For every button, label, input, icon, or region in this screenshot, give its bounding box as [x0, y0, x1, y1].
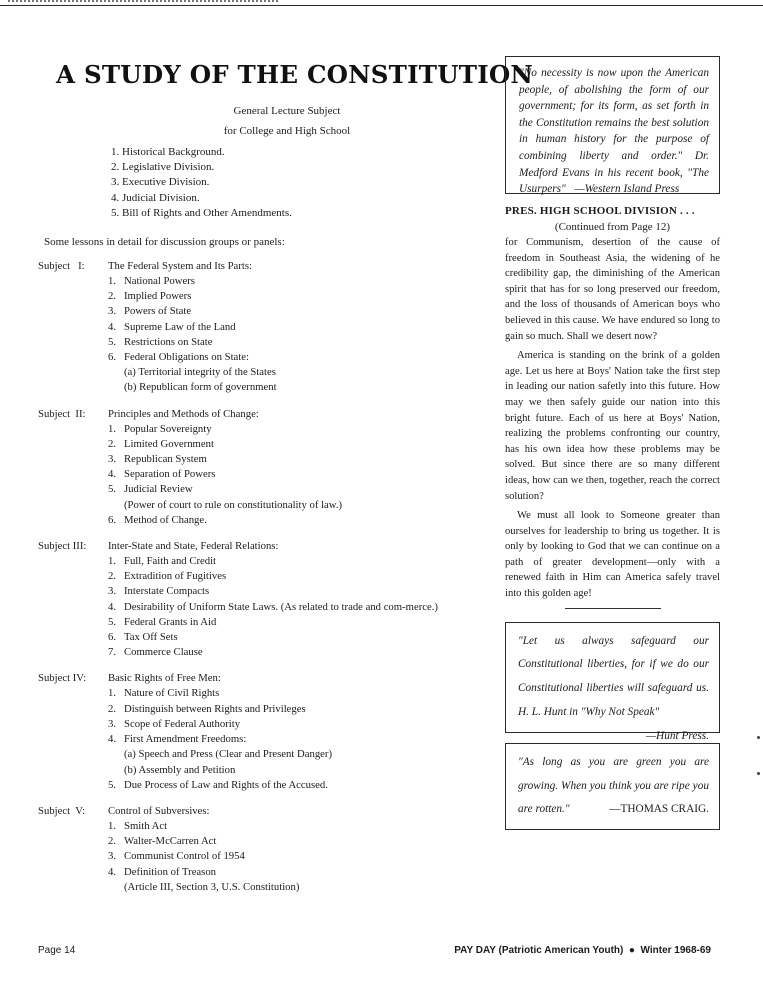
item-number: 6.	[108, 513, 117, 526]
item-text: National Powers	[124, 275, 195, 288]
list-item	[108, 849, 496, 864]
list-item	[108, 600, 496, 615]
topic-item	[111, 206, 496, 221]
item-body	[124, 422, 212, 437]
list-item	[108, 630, 496, 645]
item-number: 4.	[108, 865, 117, 878]
list-item	[108, 482, 496, 512]
subject-heading	[38, 260, 496, 272]
item-body	[124, 467, 215, 482]
list-item	[108, 686, 496, 701]
topic-number: 2.	[111, 161, 120, 174]
item-number: 1.	[108, 819, 117, 832]
item-text: Desirability of Uniform State Laws. (As related to trade and com-merce.)	[124, 600, 438, 613]
list-item	[108, 437, 496, 452]
topic-text: Legislative Division.	[122, 161, 215, 174]
topic-item	[111, 191, 496, 206]
subject-label: Subject V:	[38, 804, 86, 817]
list-item	[108, 452, 496, 467]
item-text: Scope of Federal Authority	[124, 717, 241, 730]
top-rule	[0, 5, 763, 6]
item-body	[124, 645, 203, 660]
item-number: 6.	[108, 351, 117, 364]
subject-section	[38, 672, 496, 792]
item-body	[124, 452, 207, 467]
subject-title: Control of Subversives:	[108, 804, 210, 817]
subject-label: Subject IV:	[38, 672, 87, 685]
quote-attribution: —Western Island Press	[574, 183, 680, 196]
item-text: Federal Grants in Aid	[124, 615, 217, 628]
subject-title: The Federal System and Its Parts:	[108, 260, 252, 273]
item-text: Powers of State	[124, 305, 192, 318]
topic-number: 3.	[111, 176, 120, 189]
item-text: Popular Sovereignty	[124, 422, 212, 435]
topic-text: Bill of Rights and Other Amendments.	[122, 206, 292, 219]
item-number: 4.	[108, 320, 117, 333]
item-number: 3.	[108, 585, 117, 598]
list-item	[108, 584, 496, 599]
item-text: Interstate Compacts	[124, 585, 210, 598]
quote-text: "No necessity is now upon the American people, of abolishing the form of our government; for its form, as set forth in the Constitution remains the best solution in human history for the purpose of combining liberty and order." Dr. Medford Evans in his recent book, "The Usurpers"	[519, 67, 709, 196]
item-body	[124, 320, 236, 335]
list-item	[108, 335, 496, 350]
list-item	[108, 702, 496, 717]
item-number: 2.	[108, 570, 117, 583]
item-text: Method of Change.	[124, 513, 207, 526]
subject-label: Subject III:	[38, 540, 87, 553]
topic-text: Executive Division.	[122, 176, 210, 189]
item-text: Due Process of Law and Rights of the Accused.	[124, 778, 328, 791]
topic-item	[111, 145, 496, 160]
item-number: 1.	[108, 422, 117, 435]
item-body	[124, 778, 328, 793]
item-number: 2.	[108, 702, 117, 715]
quote-attribution: —THOMAS CRAIG.	[609, 803, 709, 816]
subtitle	[38, 101, 496, 141]
subject-label: Subject II:	[38, 407, 86, 420]
list-item	[108, 289, 496, 304]
subject-items	[108, 274, 496, 396]
item-text: Definition of Treason	[124, 865, 217, 878]
divider	[565, 608, 661, 609]
topic-item	[111, 175, 496, 190]
subject-heading	[38, 672, 496, 684]
page-title: A STUDY OF THE CONSTITUTION	[56, 60, 533, 89]
item-body	[124, 717, 240, 732]
item-number: 6.	[108, 631, 117, 644]
item-number: 1.	[108, 687, 117, 700]
item-number: 3.	[108, 717, 117, 730]
article-paragraph: We must all look to Someone greater than ourselves for leadership to bring us together. It is only by looking to God that we can continue on a path of greater development—only with a renewed faith in Him can America safely travel into this golden age!	[505, 510, 720, 600]
subject-label: Subject I:	[38, 260, 85, 273]
item-number: 4.	[108, 600, 117, 613]
subject-section	[38, 408, 496, 528]
item-body	[124, 732, 332, 778]
item-text: Walter-McCarren Act	[124, 835, 217, 848]
subject-items	[108, 422, 496, 528]
item-body	[124, 834, 216, 849]
article-paragraph: America is standing on the brink of a golden age. Let us here at Boys' Nation take the first step in leading our nation safetly into this future. How may we then safely guide our nation into this bright future. Each of us here at Boys' Nation, realizing the problems confronting our country, has his own idea how these problems may be solved. But since there are so many different ideas, how can we then, together, reach the correct solution?	[505, 350, 720, 502]
item-body	[124, 554, 216, 569]
item-text: Commerce Clause	[124, 646, 203, 659]
topic-number: 5.	[111, 206, 120, 219]
list-item	[108, 615, 496, 630]
item-number: 3.	[108, 850, 117, 863]
item-number: 7.	[108, 646, 117, 659]
list-item	[108, 513, 496, 528]
item-number: 5.	[108, 778, 117, 791]
item-body	[124, 437, 214, 452]
subject-section	[38, 805, 496, 895]
item-text: Extradition of Fugitives	[124, 570, 227, 583]
list-item	[108, 422, 496, 437]
item-number: 5.	[108, 483, 117, 496]
list-item	[108, 350, 496, 396]
item-body	[124, 849, 245, 864]
list-item	[108, 865, 496, 895]
page-number: Page 14	[38, 945, 76, 956]
item-text: Judicial Review	[124, 483, 193, 496]
item-number: 2.	[108, 290, 117, 303]
topic-list	[111, 145, 496, 221]
item-text: Limited Government	[124, 437, 214, 450]
print-speck	[757, 772, 760, 775]
item-text: Separation of Powers	[124, 468, 216, 481]
item-text: Restrictions on State	[124, 335, 213, 348]
item-body	[124, 335, 212, 350]
item-body	[124, 289, 191, 304]
sub-item: (a) Territorial integrity of the States	[124, 366, 276, 379]
quote-box-craig	[505, 743, 720, 830]
subject-heading	[38, 540, 496, 552]
item-body	[124, 615, 216, 630]
item-note: (Power of court to rule on constitutionality of law.)	[124, 498, 343, 511]
item-text: Implied Powers	[124, 290, 192, 303]
subject-items	[108, 554, 496, 660]
list-item	[108, 274, 496, 289]
item-text: Federal Obligations on State:	[124, 351, 249, 364]
article-body	[505, 235, 720, 602]
list-item	[108, 554, 496, 569]
quote-box-evans	[505, 56, 720, 194]
print-speck	[757, 736, 760, 739]
item-text: Republican System	[124, 453, 207, 466]
list-item	[108, 304, 496, 319]
list-item	[108, 645, 496, 660]
item-number: 1.	[108, 275, 117, 288]
topic-number: 4.	[111, 191, 120, 204]
article-title: PRES. HIGH SCHOOL DIVISION . . .	[505, 205, 695, 217]
item-number: 2.	[108, 437, 117, 450]
item-number: 1.	[108, 555, 117, 568]
item-body	[124, 600, 438, 615]
continued-note: (Continued from Page 12)	[554, 221, 671, 233]
subject-list	[38, 260, 496, 895]
list-item	[108, 569, 496, 584]
article-paragraph: for Communism, desertion of the cause of freedom in Southeast Asia, the widening of he credibility gap, the diminishing of the American spirit that has for so long preserved our freedom, and the loss of thousands of American boys who believed in this cause. We have endured so long to gain so much. Shall we desert now?	[505, 237, 720, 342]
item-note: (Article III, Section 3, U.S. Constitution)	[124, 880, 300, 893]
item-body	[124, 350, 277, 396]
item-body	[124, 584, 209, 599]
subject-heading	[38, 408, 496, 420]
item-text: Communist Control of 1954	[124, 850, 245, 863]
item-text: First Amendment Freedoms:	[124, 733, 247, 746]
item-body	[124, 569, 226, 584]
item-number: 5.	[108, 615, 117, 628]
sub-item: (b) Assembly and Petition	[124, 763, 236, 776]
quote-box-hunt	[505, 622, 720, 742]
item-body	[124, 865, 299, 895]
item-text: Supreme Law of the Land	[124, 320, 236, 333]
subject-title: Inter-State and State, Federal Relations:	[108, 540, 279, 553]
item-number: 4.	[108, 733, 117, 746]
list-item	[108, 778, 496, 793]
sub-item: (b) Republican form of government	[124, 381, 277, 394]
item-text: Full, Faith and Credit	[124, 555, 217, 568]
topic-number: 1.	[111, 146, 120, 158]
quote-text: "As long as you are green you are growing. When you think you are ripe you are rotten."	[518, 755, 709, 816]
item-body	[124, 702, 306, 717]
item-number: 4.	[108, 468, 117, 481]
intro-text: Some lessons in detail for discussion groups or panels:	[44, 236, 285, 249]
item-number: 5.	[108, 335, 117, 348]
item-text: Tax Off Sets	[124, 631, 178, 644]
item-text: Distinguish between Rights and Privileges	[124, 702, 306, 715]
list-item	[108, 320, 496, 335]
item-body	[124, 819, 167, 834]
sub-item: (a) Speech and Press (Clear and Present Danger)	[124, 748, 333, 761]
list-item	[108, 834, 496, 849]
item-number: 2.	[108, 835, 117, 848]
item-body	[124, 304, 191, 319]
subject-section	[38, 540, 496, 660]
topic-item	[111, 160, 496, 175]
item-body	[124, 686, 219, 701]
list-item	[108, 732, 496, 778]
item-number: 3.	[108, 305, 117, 318]
quote-attribution: —Hunt Press.	[646, 729, 709, 742]
subject-items	[108, 686, 496, 792]
item-number: 3.	[108, 453, 117, 466]
item-body	[124, 274, 195, 289]
topic-text: Judicial Division.	[122, 191, 200, 204]
subject-title: Principles and Methods of Change:	[108, 407, 259, 420]
topic-text: Historical Background.	[122, 146, 225, 158]
lecture-outline	[38, 60, 533, 895]
subtitle-line-1: General Lecture Subject	[233, 105, 341, 117]
list-item	[108, 467, 496, 482]
publication-footer: PAY DAY (Patriotic American Youth) ● Winter 1968-69	[454, 945, 711, 956]
subject-items	[108, 819, 496, 895]
item-text: Nature of Civil Rights	[124, 687, 220, 700]
item-body	[124, 630, 178, 645]
quote-text: "Let us always safeguard our Constitutional liberties, for if we do our Constitutional liberties will safeguard us. H. L. Hunt in "Why Not Speak"	[518, 634, 709, 719]
subject-section	[38, 260, 496, 396]
right-column	[505, 56, 720, 830]
subtitle-line-2: for College and High School	[223, 125, 351, 137]
subject-heading	[38, 805, 496, 817]
item-body	[124, 482, 342, 512]
list-item	[108, 717, 496, 732]
item-body	[124, 513, 207, 528]
item-text: Smith Act	[124, 819, 168, 832]
list-item	[108, 819, 496, 834]
subject-title: Basic Rights of Free Men:	[108, 672, 221, 685]
